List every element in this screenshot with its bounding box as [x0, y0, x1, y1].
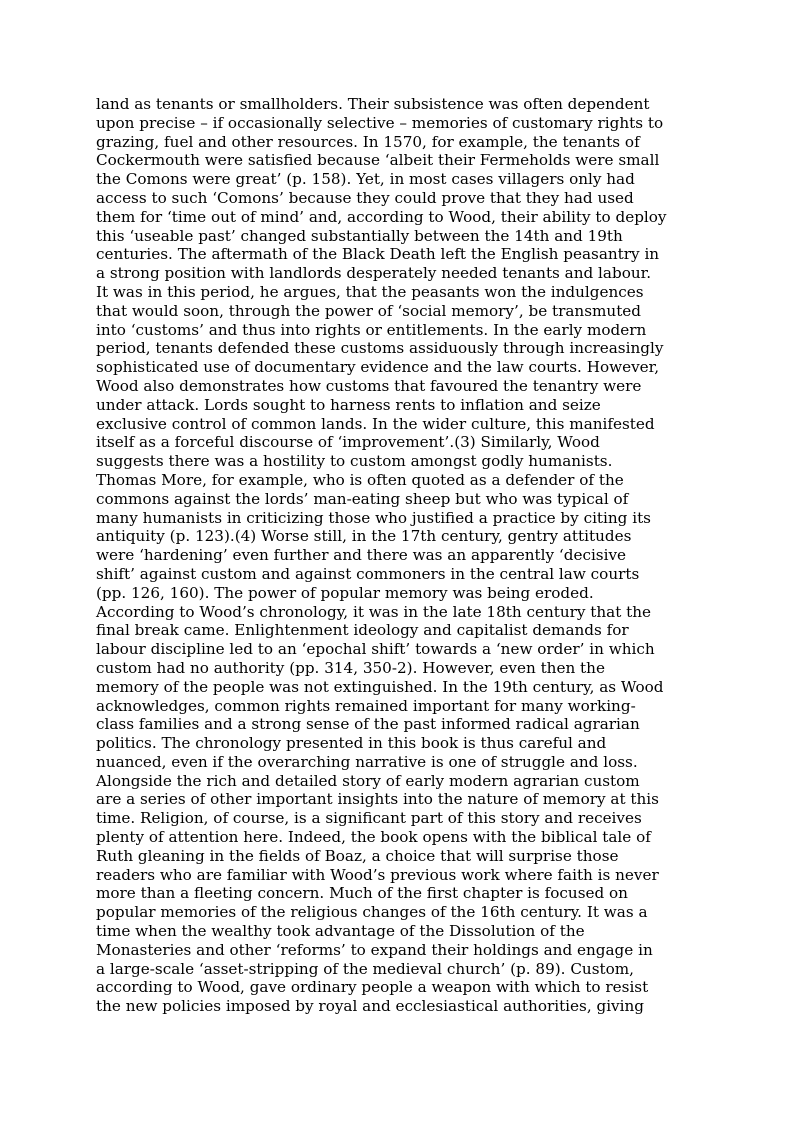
text-line: readers who are familiar with Wood’s previous work where faith is never	[96, 865, 659, 884]
text-line: labour discipline led to an ‘epochal shift’ towards a ‘new order’ in which	[96, 640, 655, 659]
text-line: Thomas More, for example, who is often quoted as a defender of the	[96, 470, 624, 489]
text-line: antiquity (p. 123).(4) Worse still, in the 17th century, gentry attitudes	[96, 527, 632, 546]
text-line: the new policies imposed by royal and ecclesiastical authorities, giving	[96, 997, 644, 1016]
text-line: according to Wood, gave ordinary people a weapon with which to resist	[96, 978, 649, 997]
text-line: exclusive control of common lands. In the wider culture, this manifested	[96, 414, 655, 433]
text-line: acknowledges, common rights remained important for many working-	[96, 696, 636, 715]
text-line: Monasteries and other ‘reforms’ to expand their holdings and engage in	[96, 940, 653, 959]
text-line: time when the wealthy took advantage of the Dissolution of the	[96, 922, 585, 941]
text-line: popular memories of the religious changes of the 16th century. It was a	[96, 903, 648, 922]
text-line: more than a fleeting concern. Much of the first chapter is focused on	[96, 884, 628, 903]
text-line: this ‘useable past’ changed substantially between the 14th and 19th	[96, 226, 623, 245]
text-line: final break came. Enlightenment ideology and capitalist demands for	[96, 621, 629, 640]
text-line: a strong position with landlords desperately needed tenants and labour.	[96, 264, 652, 283]
text-line: a large-scale ‘asset-stripping of the medieval church’ (p. 89). Custom,	[96, 959, 634, 978]
text-line: are a series of other important insights into the nature of memory at this	[96, 790, 659, 809]
text-line: According to Wood’s chronology, it was in the late 18th century that the	[96, 602, 652, 621]
text-line: into ‘customs’ and thus into rights or entitlements. In the early modern	[96, 320, 647, 339]
text-line: that would soon, through the power of ‘social memory’, be transmuted	[96, 301, 642, 320]
text-line: It was in this period, he argues, that the peasants won the indulgences	[96, 282, 644, 301]
text-line: commons against the lords’ man-eating sheep but who was typical of	[96, 489, 629, 508]
text-line: many humanists in criticizing those who justified a practice by citing its	[96, 508, 651, 527]
text-line: sophisticated use of documentary evidence and the law courts. However,	[96, 358, 660, 377]
text-line: memory of the people was not extinguished. In the 19th century, as Wood	[96, 677, 664, 696]
text-line: centuries. The aftermath of the Black Death left the English peasantry in	[96, 245, 660, 264]
text-line: (pp. 126, 160). The power of popular memory was being eroded.	[96, 583, 594, 602]
text-line: plenty of attention here. Indeed, the book opens with the biblical tale of	[96, 828, 651, 847]
text-line: suggests there was a hostility to custom amongst godly humanists.	[96, 452, 613, 471]
text-line: Alongside the rich and detailed story of early modern agrarian custom	[96, 771, 640, 790]
text-line: the Comons were great’ (p. 158). Yet, in most cases villagers only had	[96, 170, 635, 189]
text-line: politics. The chronology presented in this book is thus careful and	[96, 734, 607, 753]
text-line: shift’ against custom and against commoners in the central law courts	[96, 564, 640, 583]
text-line: grazing, fuel and other resources. In 1570, for example, the tenants of	[96, 132, 640, 151]
text-line: Wood also demonstrates how customs that favoured the tenantry were	[96, 376, 642, 395]
text-line: itself as a forceful discourse of ‘improvement’.(3) Similarly, Wood	[96, 433, 600, 452]
text-line: Cockermouth were satisfied because ‘albeit their Fermeholds were small	[96, 151, 660, 170]
text-line: period, tenants defended these customs assiduously through increasingly	[96, 339, 664, 358]
text-line: nuanced, even if the overarching narrative is one of struggle and loss.	[96, 752, 638, 771]
text-line: upon precise – if occasionally selective – memories of customary rights to	[96, 113, 664, 132]
text-line: access to such ‘Comons’ because they could prove that they had used	[96, 188, 634, 207]
text-line: were ‘hardening’ even further and there was an apparently ‘decisive	[96, 546, 627, 565]
body-paragraph	[96, 95, 716, 1016]
text-line: under attack. Lords sought to harness rents to inflation and seize	[96, 395, 601, 414]
text-line: them for ‘time out of mind’ and, according to Wood, their ability to deploy	[96, 207, 667, 226]
text-line: Ruth gleaning in the fields of Boaz, a choice that will surprise those	[96, 846, 619, 865]
text-line: land as tenants or smallholders. Their subsistence was often dependent	[96, 95, 650, 113]
text-line: class families and a strong sense of the past informed radical agrarian	[96, 715, 640, 734]
text-line: time. Religion, of course, is a significant part of this story and receives	[96, 809, 642, 828]
text-line: custom had no authority (pp. 314, 350-2). However, even then the	[96, 658, 605, 677]
